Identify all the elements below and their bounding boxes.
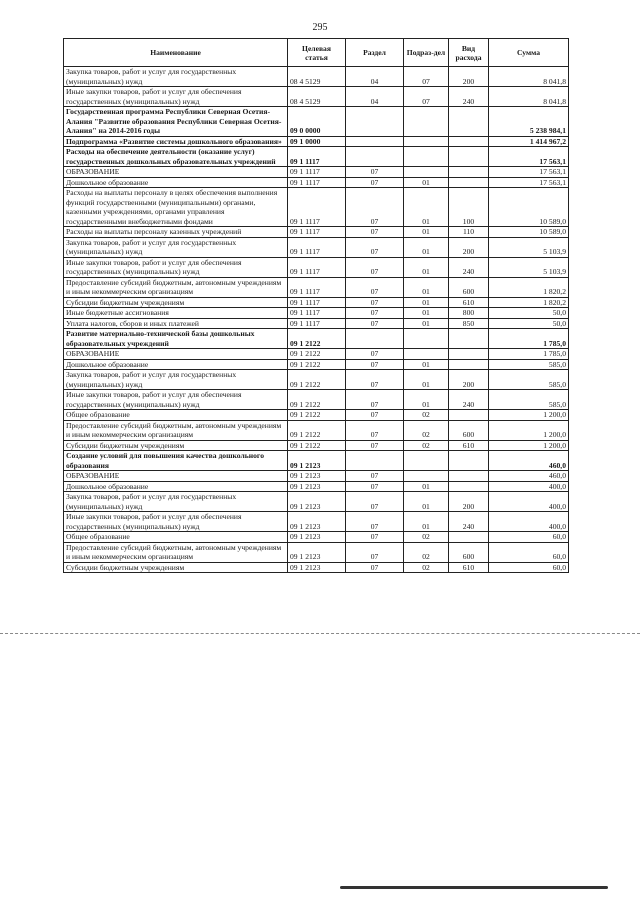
cell-sum: 585,0 (489, 390, 569, 410)
cell-section: 07 (346, 542, 404, 562)
cell-expense: 600 (449, 277, 489, 297)
cell-expense (449, 136, 489, 147)
cell-sum: 60,0 (489, 542, 569, 562)
cell-code: 09 1 2122 (288, 420, 346, 440)
cell-expense (449, 451, 489, 471)
cell-code: 09 1 2123 (288, 481, 346, 492)
table-row (64, 237, 569, 257)
cell-name: Дошкольное образование (64, 481, 288, 492)
cell-subsection (404, 147, 449, 167)
cell-code: 09 1 2123 (288, 532, 346, 543)
cell-code: 09 1 1117 (288, 237, 346, 257)
cell-code: 09 1 0000 (288, 136, 346, 147)
cell-expense: 200 (449, 370, 489, 390)
cell-section: 07 (346, 167, 404, 178)
cell-expense (449, 359, 489, 370)
table-row (64, 370, 569, 390)
cell-section: 04 (346, 87, 404, 107)
cell-section: 07 (346, 177, 404, 188)
cell-code: 09 1 2123 (288, 562, 346, 573)
cell-subsection: 02 (404, 542, 449, 562)
cell-section (346, 147, 404, 167)
cell-name: Дошкольное образование (64, 359, 288, 370)
column-header-subsection: Подраз-дел (404, 39, 449, 67)
cell-name: Иные закупки товаров, работ и услуг для обеспечения государственных (муниципальных) нужд (64, 257, 288, 277)
cell-sum: 10 589,0 (489, 188, 569, 227)
cell-expense: 200 (449, 492, 489, 512)
cell-name: Иные бюджетные ассигнования (64, 308, 288, 319)
cell-name: Расходы на обеспечение деятельности (оказание услуг) государственных дошкольных образовательных учреждений (64, 147, 288, 167)
cell-code: 09 1 1117 (288, 188, 346, 227)
cell-subsection: 01 (404, 359, 449, 370)
cell-subsection: 01 (404, 297, 449, 308)
cell-subsection (404, 136, 449, 147)
cell-code: 09 1 2122 (288, 329, 346, 349)
table-body (64, 67, 569, 573)
table-row (64, 359, 569, 370)
cell-expense: 240 (449, 512, 489, 532)
scan-artifact-line (0, 633, 640, 635)
cell-section: 07 (346, 410, 404, 421)
cell-name: Предоставление субсидий бюджетным, автономным учреждениям и иным некоммерческим организациям (64, 277, 288, 297)
cell-expense (449, 532, 489, 543)
cell-sum: 1 200,0 (489, 440, 569, 451)
cell-name: Уплата налогов, сборов и иных платежей (64, 318, 288, 329)
column-header-section: Раздел (346, 39, 404, 67)
cell-section: 07 (346, 420, 404, 440)
cell-sum: 10 589,0 (489, 227, 569, 238)
cell-subsection (404, 471, 449, 482)
cell-subsection: 02 (404, 420, 449, 440)
cell-subsection: 01 (404, 370, 449, 390)
budget-table (63, 38, 569, 573)
cell-sum: 8 041,8 (489, 67, 569, 87)
cell-expense (449, 177, 489, 188)
table-row (64, 107, 569, 137)
table-row (64, 67, 569, 87)
cell-sum: 585,0 (489, 370, 569, 390)
cell-sum: 5 103,9 (489, 257, 569, 277)
cell-subsection: 01 (404, 512, 449, 532)
cell-expense: 610 (449, 440, 489, 451)
cell-code: 09 1 1117 (288, 318, 346, 329)
cell-subsection (404, 349, 449, 360)
cell-subsection: 01 (404, 177, 449, 188)
cell-name: Подпрограмма «Развитие системы дошкольного образования» (64, 136, 288, 147)
cell-section: 07 (346, 562, 404, 573)
cell-code: 09 1 2123 (288, 471, 346, 482)
cell-expense: 600 (449, 542, 489, 562)
table-row (64, 147, 569, 167)
cell-code: 09 1 1117 (288, 147, 346, 167)
cell-expense (449, 349, 489, 360)
cell-name: Общее образование (64, 532, 288, 543)
table-row (64, 308, 569, 319)
cell-sum: 17 563,1 (489, 177, 569, 188)
cell-code: 09 1 2122 (288, 390, 346, 410)
table-row (64, 136, 569, 147)
cell-subsection: 01 (404, 188, 449, 227)
cell-sum: 1 785,0 (489, 349, 569, 360)
cell-name: Расходы на выплаты персоналу в целях обеспечения выполнения функций государственными (муниципальными) органами, казенными учреждениями, органами управления государственными внебюджетными фондами (64, 188, 288, 227)
cell-subsection: 01 (404, 492, 449, 512)
cell-subsection: 01 (404, 481, 449, 492)
cell-sum: 400,0 (489, 492, 569, 512)
cell-section: 07 (346, 277, 404, 297)
table-row (64, 177, 569, 188)
cell-expense (449, 107, 489, 137)
cell-section: 07 (346, 257, 404, 277)
cell-subsection: 01 (404, 308, 449, 319)
cell-subsection (404, 329, 449, 349)
cell-code: 09 1 2122 (288, 410, 346, 421)
cell-section: 07 (346, 227, 404, 238)
table-row (64, 420, 569, 440)
cell-subsection (404, 107, 449, 137)
table-row (64, 349, 569, 360)
cell-section: 07 (346, 308, 404, 319)
cell-sum: 5 238 984,1 (489, 107, 569, 137)
cell-name: Развитие материально-технической базы дошкольных образовательных учреждений (64, 329, 288, 349)
cell-name: Закупка товаров, работ и услуг для государственных (муниципальных) нужд (64, 237, 288, 257)
column-header-name: Наименование (64, 39, 288, 67)
cell-code: 08 4 5129 (288, 67, 346, 87)
cell-code: 09 1 1117 (288, 227, 346, 238)
cell-sum: 1 200,0 (489, 410, 569, 421)
cell-expense (449, 329, 489, 349)
cell-section: 07 (346, 532, 404, 543)
cell-expense: 240 (449, 390, 489, 410)
cell-sum: 60,0 (489, 532, 569, 543)
cell-sum: 460,0 (489, 471, 569, 482)
cell-expense (449, 410, 489, 421)
table-row (64, 451, 569, 471)
cell-section: 07 (346, 188, 404, 227)
cell-name: Предоставление субсидий бюджетным, автономным учреждениям и иным некоммерческим организациям (64, 420, 288, 440)
cell-code: 09 1 2123 (288, 451, 346, 471)
cell-code: 09 0 0000 (288, 107, 346, 137)
cell-sum: 400,0 (489, 512, 569, 532)
cell-code: 09 1 1117 (288, 177, 346, 188)
cell-sum: 50,0 (489, 318, 569, 329)
cell-sum: 60,0 (489, 562, 569, 573)
cell-expense: 200 (449, 237, 489, 257)
cell-sum: 1 820,2 (489, 297, 569, 308)
cell-code: 09 1 2122 (288, 359, 346, 370)
table-row (64, 318, 569, 329)
cell-sum: 585,0 (489, 359, 569, 370)
cell-code: 09 1 1117 (288, 308, 346, 319)
cell-section: 07 (346, 318, 404, 329)
cell-name: Расходы на выплаты персоналу казенных учреждений (64, 227, 288, 238)
cell-sum: 5 103,9 (489, 237, 569, 257)
table-row (64, 329, 569, 349)
cell-name: Субсидии бюджетным учреждениям (64, 297, 288, 308)
cell-sum: 17 563,1 (489, 167, 569, 178)
cell-section: 07 (346, 440, 404, 451)
cell-code: 09 1 1117 (288, 277, 346, 297)
cell-expense: 200 (449, 67, 489, 87)
table-row (64, 87, 569, 107)
table-row (64, 481, 569, 492)
cell-code: 08 4 5129 (288, 87, 346, 107)
table-row (64, 492, 569, 512)
table-row (64, 410, 569, 421)
cell-name: ОБРАЗОВАНИЕ (64, 167, 288, 178)
column-header-sum: Сумма (489, 39, 569, 67)
cell-subsection: 01 (404, 277, 449, 297)
cell-code: 09 1 2122 (288, 440, 346, 451)
cell-expense: 610 (449, 562, 489, 573)
cell-subsection (404, 167, 449, 178)
table-row (64, 562, 569, 573)
table-row (64, 277, 569, 297)
table-row (64, 188, 569, 227)
table-row (64, 227, 569, 238)
cell-name: ОБРАЗОВАНИЕ (64, 349, 288, 360)
cell-section: 07 (346, 359, 404, 370)
page-number: 295 (312, 22, 328, 33)
cell-name: Иные закупки товаров, работ и услуг для обеспечения государственных (муниципальных) нужд (64, 390, 288, 410)
cell-expense: 100 (449, 188, 489, 227)
cell-sum: 1 785,0 (489, 329, 569, 349)
cell-name: Иные закупки товаров, работ и услуг для обеспечения государственных (муниципальных) нужд (64, 87, 288, 107)
cell-sum: 1 820,2 (489, 277, 569, 297)
cell-sum: 17 563,1 (489, 147, 569, 167)
cell-sum: 8 041,8 (489, 87, 569, 107)
cell-expense: 610 (449, 297, 489, 308)
cell-section (346, 136, 404, 147)
table-row (64, 542, 569, 562)
header-row (64, 39, 569, 67)
cell-code: 09 1 2123 (288, 492, 346, 512)
cell-section: 07 (346, 481, 404, 492)
cell-subsection: 01 (404, 318, 449, 329)
cell-sum: 460,0 (489, 451, 569, 471)
cell-name: Государственная программа Республики Северная Осетия-Алания "Развитие образования Республики Северная Осетия-Алания" на 2014-2016 годы (64, 107, 288, 137)
cell-name: ОБРАЗОВАНИЕ (64, 471, 288, 482)
cell-subsection: 07 (404, 67, 449, 87)
cell-subsection: 01 (404, 237, 449, 257)
column-header-expense: Вид расхода (449, 39, 489, 67)
cell-sum: 1 414 967,2 (489, 136, 569, 147)
table-row (64, 257, 569, 277)
cell-sum: 50,0 (489, 308, 569, 319)
cell-expense (449, 481, 489, 492)
cell-section (346, 107, 404, 137)
cell-expense: 850 (449, 318, 489, 329)
cell-subsection (404, 451, 449, 471)
cell-expense: 800 (449, 308, 489, 319)
cell-subsection: 01 (404, 257, 449, 277)
cell-section: 07 (346, 390, 404, 410)
cell-expense (449, 471, 489, 482)
cell-expense (449, 167, 489, 178)
cell-name: Закупка товаров, работ и услуг для государственных (муниципальных) нужд (64, 370, 288, 390)
cell-name: Иные закупки товаров, работ и услуг для обеспечения государственных (муниципальных) нужд (64, 512, 288, 532)
table-row (64, 390, 569, 410)
cell-expense: 240 (449, 87, 489, 107)
cell-name: Субсидии бюджетным учреждениям (64, 440, 288, 451)
cell-name: Дошкольное образование (64, 177, 288, 188)
cell-section: 07 (346, 349, 404, 360)
cell-name: Предоставление субсидий бюджетным, автономным учреждениям и иным некоммерческим организациям (64, 542, 288, 562)
cell-section: 07 (346, 237, 404, 257)
cell-expense: 240 (449, 257, 489, 277)
cell-expense: 110 (449, 227, 489, 238)
cell-name: Закупка товаров, работ и услуг для государственных (муниципальных) нужд (64, 492, 288, 512)
cell-name: Общее образование (64, 410, 288, 421)
cell-code: 09 1 1117 (288, 167, 346, 178)
cell-subsection: 01 (404, 227, 449, 238)
cell-section (346, 329, 404, 349)
table-row (64, 440, 569, 451)
cell-name: Закупка товаров, работ и услуг для государственных (муниципальных) нужд (64, 67, 288, 87)
table-row (64, 532, 569, 543)
cell-name: Субсидии бюджетным учреждениям (64, 562, 288, 573)
cell-sum: 1 200,0 (489, 420, 569, 440)
cell-expense: 600 (449, 420, 489, 440)
cell-expense (449, 147, 489, 167)
cell-section: 07 (346, 471, 404, 482)
cell-subsection: 02 (404, 562, 449, 573)
cell-section: 04 (346, 67, 404, 87)
cell-section: 07 (346, 512, 404, 532)
cell-code: 09 1 1117 (288, 297, 346, 308)
cell-sum: 400,0 (489, 481, 569, 492)
cell-section: 07 (346, 492, 404, 512)
table-row (64, 471, 569, 482)
footer-stroke (340, 886, 608, 889)
table-row (64, 167, 569, 178)
cell-subsection: 02 (404, 532, 449, 543)
cell-subsection: 02 (404, 410, 449, 421)
cell-code: 09 1 2122 (288, 349, 346, 360)
cell-section: 07 (346, 297, 404, 308)
cell-code: 09 1 2123 (288, 512, 346, 532)
cell-code: 09 1 2122 (288, 370, 346, 390)
cell-code: 09 1 2123 (288, 542, 346, 562)
cell-subsection: 07 (404, 87, 449, 107)
cell-name: Создание условий для повышения качества дошкольного образования (64, 451, 288, 471)
cell-section (346, 451, 404, 471)
cell-subsection: 02 (404, 440, 449, 451)
column-header-code: Целевая статья (288, 39, 346, 67)
cell-subsection: 01 (404, 390, 449, 410)
table-row (64, 512, 569, 532)
table-row (64, 297, 569, 308)
cell-section: 07 (346, 370, 404, 390)
cell-code: 09 1 1117 (288, 257, 346, 277)
